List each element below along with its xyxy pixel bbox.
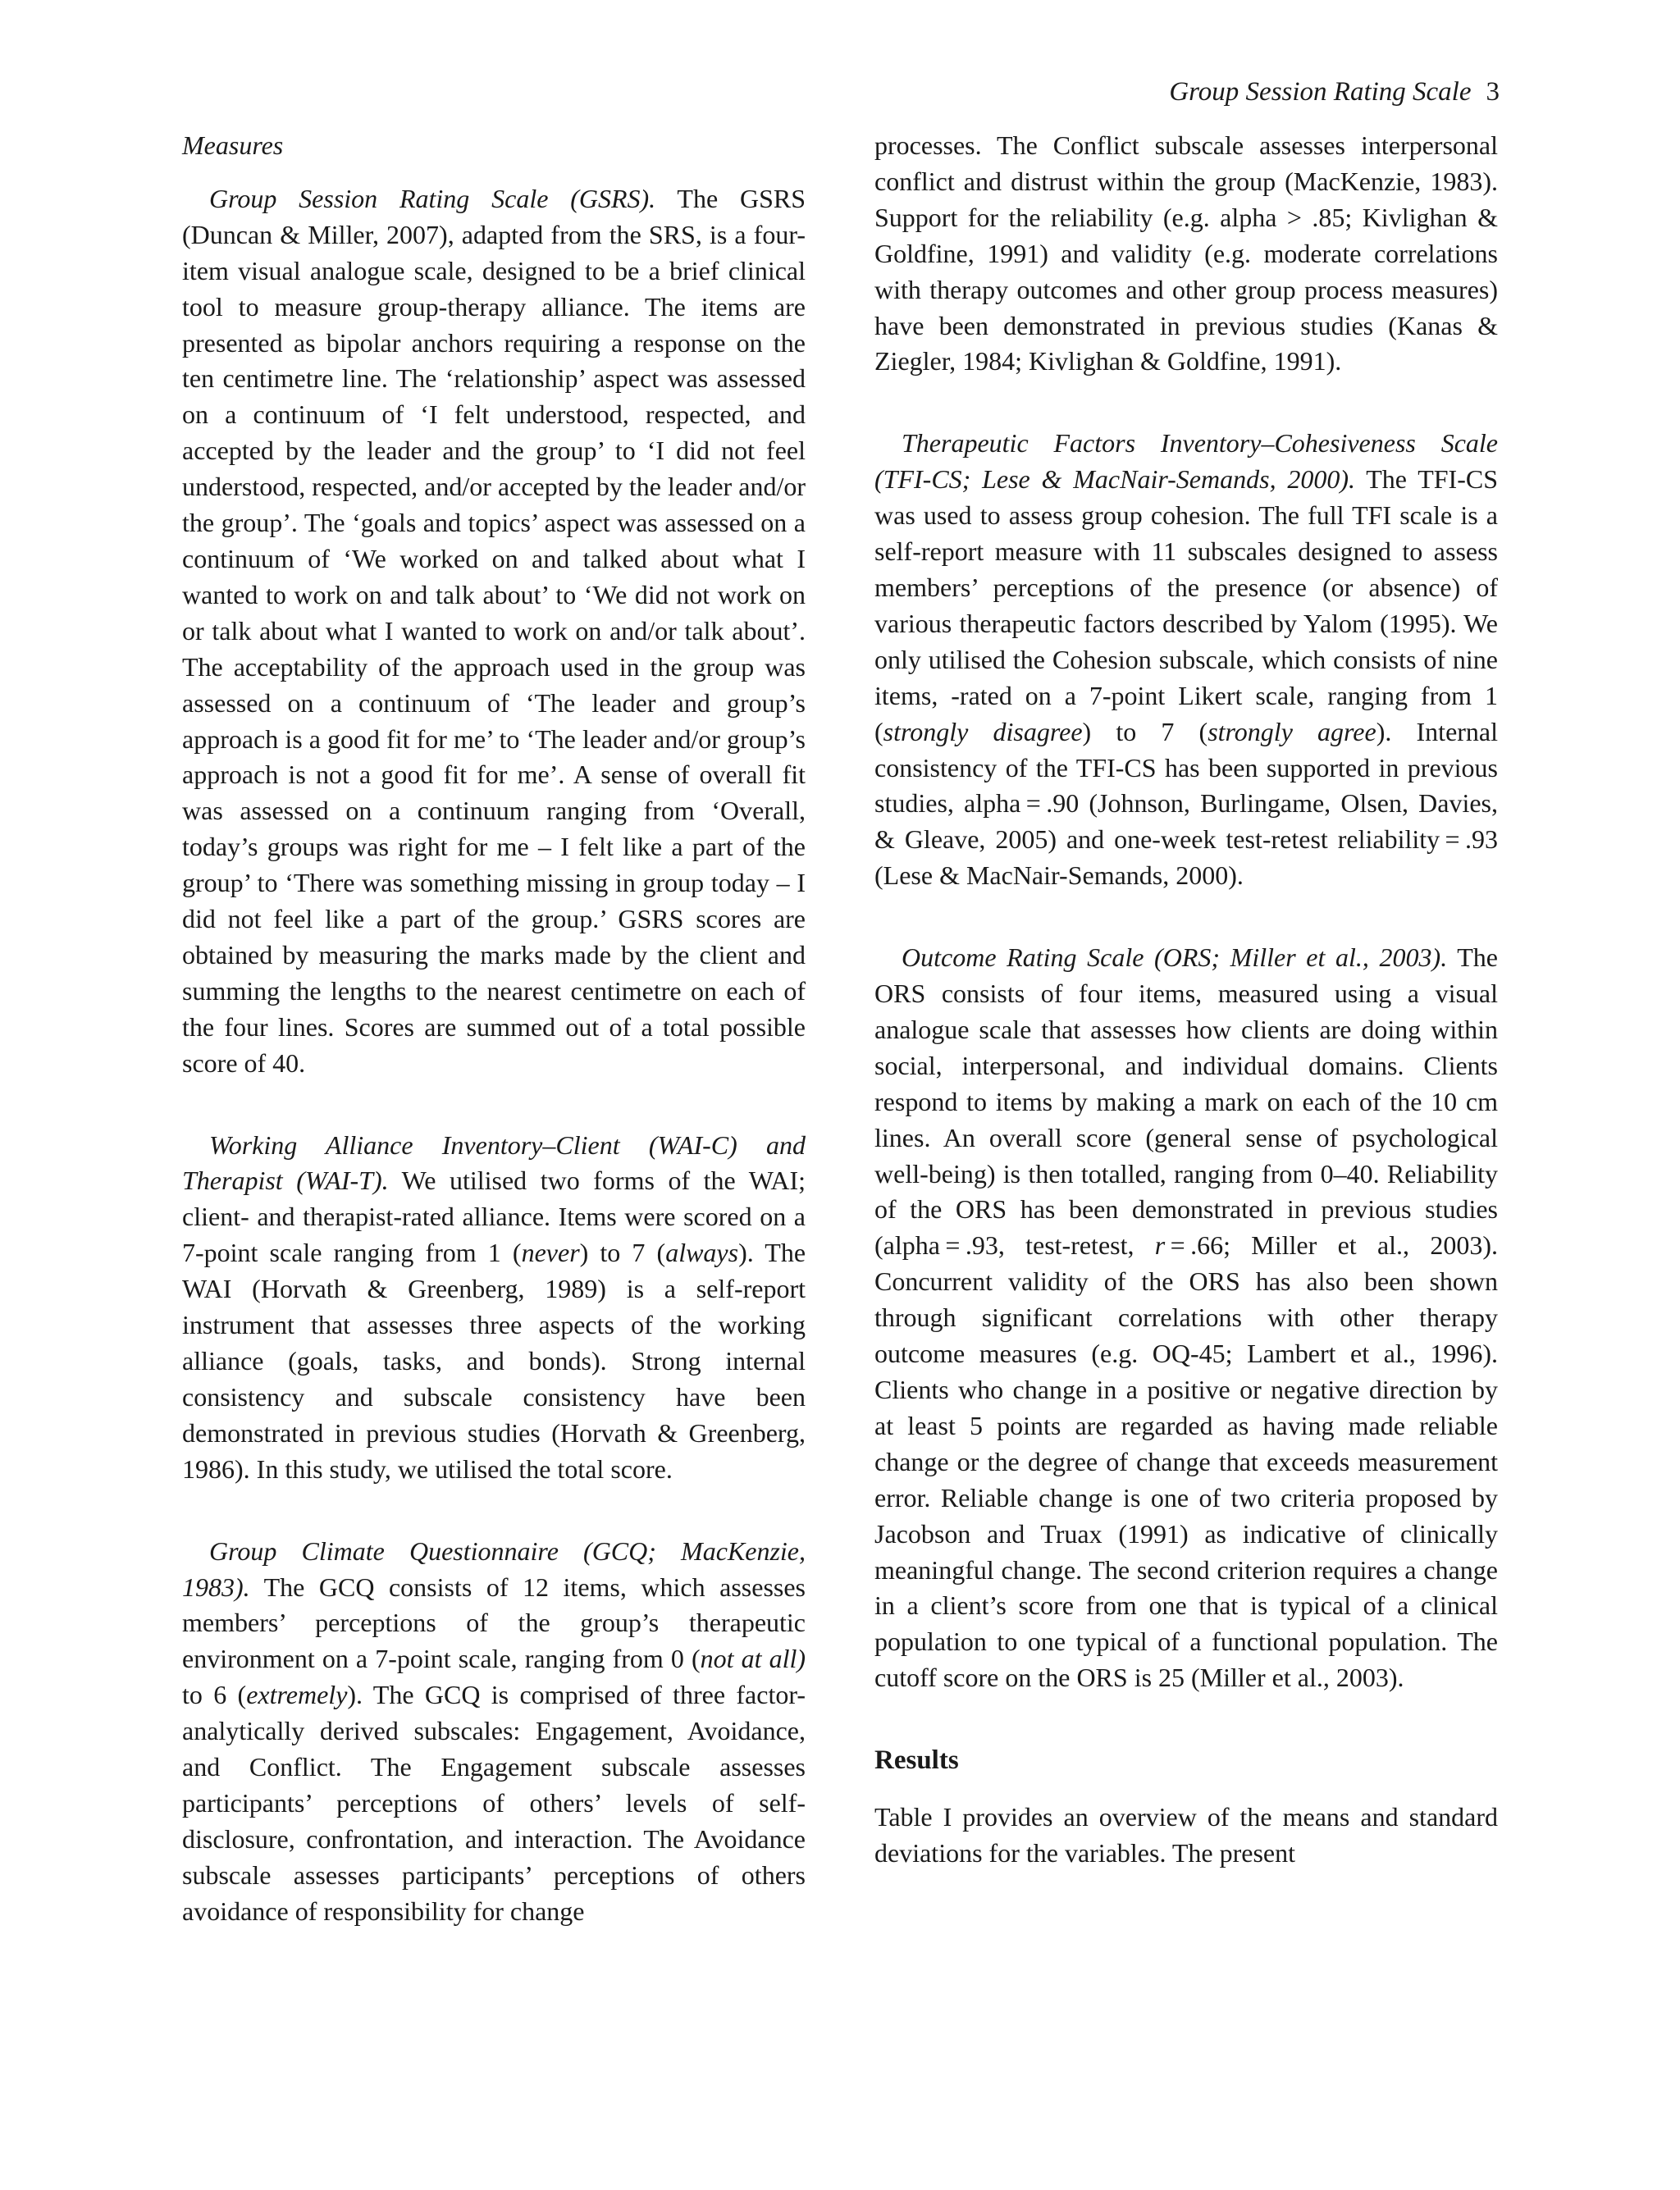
emphasis-text: always [665,1238,739,1268]
paragraph-gap [874,894,1498,940]
paragraph-text: ) to 7 ( [579,1238,666,1268]
running-title: Group Session Rating Scale [1169,77,1472,107]
paragraph-text: ). Internal consistency of the TFI-CS has been supported in previous studies, alpha = .90 (Johnson, Burlingame, Olsen, Davies, & Gleave, 2005) and one-week test-retest reliability = .93 (Lese & MacNair-Semands, 2000). [874,716,1499,891]
paragraph-text: The GSRS (Duncan & Miller, 2007), adapted from the SRS, is a four-item visual analogue scale, designed to be a brief clinical tool to measure group-therapy alliance. The items are presented as bipolar anchors requiring a response on the ten centimetre line. The ‘relationship’ aspect was assessed on a continuum of ‘I felt understood, respected, and accepted by the leader and the group’ to ‘I did not feel understood, respected, and/or accepted by the leader and/or the group’. The ‘goals and topics’ aspect was assessed on a continuum of ‘We worked on and talked about what I wanted to work on and talk about’ to ‘We did not work on or talk about what I wanted to work on and/or talk about’. The acceptability of the approach used in the group was assessed on a continuum of ‘The leader and group’s approach is a good fit for me’ to ‘The leader and/or group’s approach is not a good fit for me’. A sense of overall fit was assessed on a continuum ranging from ‘Overall, today’s groups was right for me – I felt like a part of the group’ to ‘There was something missing in group today – I did not feel like a part of the group.’ GSRS scores are obtained by measuring the marks made by the client and summing the lengths to the nearest centimetre on each of the four lines. Scores are summed out of a total possible score of 40. [182,183,806,1078]
paragraph-lead: Group Session Rating Scale (GSRS). [209,183,656,213]
left-column [182,128,806,1930]
paragraph-gap [182,1488,806,1534]
running-header [1169,75,1500,108]
paragraph-gap [874,380,1498,426]
paragraph-gsrs [182,181,806,1082]
paragraph-tfi [874,426,1498,894]
paragraph-text: to 6 ( [182,1680,247,1710]
paragraph-lead: Group Climate Questionnaire (GCQ; MacKenzie, 1983). [182,1535,806,1602]
paragraph-text: = .66; Miller et al., 2003). Concurrent validity of the ORS has also been shown through significant correlations with other therapy outcome measures (e.g. OQ-45; Lambert et al., 1996). Clients who change in a positive or negative direction by at least 5 points are regarded as having made reliable change or the degree of change that exceeds measurement error. Reliable change is one of two criteria proposed by Jacobson and Truax (1991) as indicative of clinically meaningful change. The second criterion requires a change in a client’s score from one that is typical of a clinical population to one typical of a functional population. The cutoff score on the ORS is 25 (Miller et al., 2003). [874,1230,1499,1693]
emphasis-text: extremely [246,1680,348,1710]
right-column [874,128,1498,1872]
paragraph-text: ). The GCQ is comprised of three factor-analytically derived subscales: Engagement, Avoidance, and Conflict. The Engagement subscale assesses participants’ perceptions of others’ levels of self- disclosure, confrontation, and interaction. The Avoidance subscale assesses participants’ perceptions of others avoidance of responsibility for change [182,1680,806,1926]
emphasis-text: not at all) [700,1644,806,1674]
paragraph-wai [182,1128,806,1488]
paragraph-text: ). The WAI (Horvath & Greenberg, 1989) is a self-report instrument that assesses three aspects of the working alliance (goals, tasks, and bonds). Strong internal consistency and subscale consistency have been demonstrated in previous studies (Horvath & Greenberg, 1986). In this study, we utilised the total score. [182,1238,806,1484]
paragraph-text: We utilised two forms of the WAI; client- and therapist-rated alliance. Items were scored on a 7-point scale ranging from 1 ( [182,1166,806,1268]
paragraph-gcq-continued: processes. The Conflict subscale assesses interpersonal conflict and distrust within the group (MacKenzie, 1983). Support for the reliability (e.g. alpha > .85; Kivlighan & Goldfine, 1991) and validity (e.g. moderate correlations with therapy outcomes and other group process measures) have been demonstrated in previous studies (Kanas & Ziegler, 1984; Kivlighan & Goldfine, 1991). [874,130,1498,376]
paragraph-lead: Therapeutic Factors Inventory–Cohesiveness Scale (TFI-CS; Lese & MacNair-Semands, 2000). [874,428,1498,495]
section-heading-measures: Measures [182,130,284,160]
paragraph-gap [874,1696,1498,1742]
paragraph-lead: Outcome Rating Scale (ORS; Miller et al., 2003). [902,942,1448,973]
paragraph-gcq [182,1534,806,1930]
emphasis-text: r [1154,1230,1166,1261]
paragraph-lead: Working Alliance Inventory–Client (WAI-C) and Therapist (WAI-T). [182,1129,806,1196]
emphasis-text: strongly agree [1208,716,1376,746]
emphasis-text: strongly disagree [883,716,1083,746]
section-heading-results: Results [874,1745,959,1776]
paragraph-text: The ORS consists of four items, measured using a visual analogue scale that assesses how clients are doing within social, interpersonal, and individual domains. Clients respond to items by making a mark on each of the 10 cm lines. An overall score (general sense of psychological well-being) is then totalled, ranging from 0–40. Reliability of the ORS has been demonstrated in previous studies (alpha = .93, test-retest, [874,942,1499,1261]
paragraph-results: Table I provides an overview of the means and standard deviations for the variables. The present [874,1802,1498,1868]
paragraph-ors [874,940,1498,1696]
paragraph-gap [182,1082,806,1128]
paragraph-text: ) to 7 ( [1082,716,1208,746]
emphasis-text: never [521,1238,580,1268]
paragraph-text: The TFI-CS was used to assess group cohesion. The full TFI scale is a self-report measure with 11 subscales designed to assess members’ perceptions of the presence (or absence) of various therapeutic factors described by Yalom (1995). We only utilised the Cohesion subscale, which consists of nine items, -rated on a 7-point Likert scale, ranging from 1 ( [874,464,1499,746]
paragraph-text: The GCQ consists of 12 items, which assesses members’ perceptions of the group’s therapeutic environment on a 7-point scale, ranging from 0 ( [182,1572,806,1674]
page-number: 3 [1486,77,1500,107]
